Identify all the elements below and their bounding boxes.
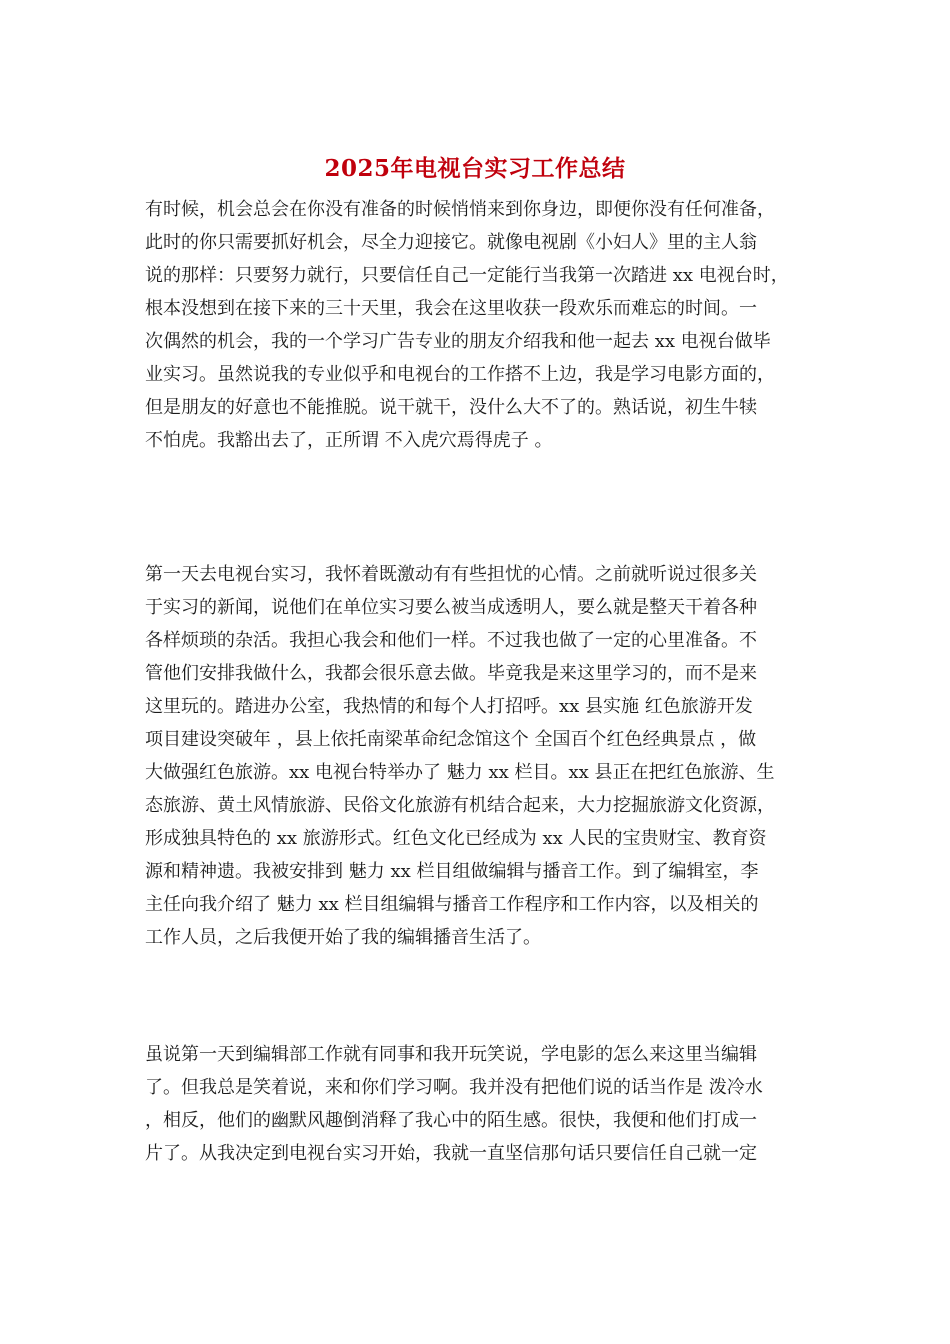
text-line: 第一天去电视台实习，我怀着既激动有有些担忧的心情。之前就听说过很多关	[145, 564, 757, 585]
text-line: 于实习的新闻，说他们在单位实习要么被当成透明人，要么就是整天干着各种	[145, 597, 757, 618]
text-line: 但是朋友的好意也不能推脱。说干就干，没什么大不了的。熟话说，初生牛犊	[145, 397, 757, 418]
text-line: 此时的你只需要抓好机会，尽全力迎接它。就像电视剧《小妇人》里的主人翁	[145, 232, 757, 253]
text-line: 各样烦琐的杂活。我担心我会和他们一样。不过我也做了一定的心里准备。不	[145, 630, 757, 651]
text-line: 次偶然的机会，我的一个学习广告专业的朋友介绍我和他一起去 xx 电视台做毕	[145, 331, 771, 352]
text-line: 源和精神遗。我被安排到 魅力 xx 栏目组做编辑与播音工作。到了编辑室，李	[145, 861, 759, 882]
text-line: ，相反，他们的幽默风趣倒消释了我心中的陌生感。很快，我便和他们打成一	[145, 1110, 757, 1131]
text-line: 业实习。虽然说我的专业似乎和电视台的工作搭不上边，我是学习电影方面的，	[145, 364, 775, 385]
text-line: 管他们安排我做什么，我都会很乐意去做。毕竟我是来这里学习的，而不是来	[145, 663, 757, 684]
document-title: 2025年电视台实习工作总结	[324, 155, 626, 182]
text-line: 片了。从我决定到电视台实习开始，我就一直坚信那句话只要信任自己就一定	[145, 1143, 757, 1164]
paragraph-3	[145, 1038, 815, 1170]
text-line: 工作人员，之后我便开始了我的编辑播音生活了。	[145, 927, 541, 948]
text-line: 有时候，机会总会在你没有准备的时候悄悄来到你身边，即便你没有任何准备，	[145, 199, 775, 220]
text-line: 这里玩的。踏进办公室，我热情的和每个人打招呼。xx 县实施 红色旅游开发	[145, 696, 753, 717]
text-line: 态旅游、黄土风情旅游、民俗文化旅游有机结合起来，大力挖掘旅游文化资源，	[145, 795, 775, 816]
paragraph-2	[145, 558, 815, 954]
text-line: 主任向我介绍了 魅力 xx 栏目组编辑与播音工作程序和工作内容，以及相关的	[145, 894, 759, 915]
text-line: 说的那样：只要努力就行，只要信任自己一定能行当我第一次踏进 xx 电视台时，	[145, 265, 789, 286]
text-line: 形成独具特色的 xx 旅游形式。红色文化已经成为 xx 人民的宝贵财宝、教育资	[145, 828, 767, 849]
paragraph-1	[145, 193, 815, 457]
text-line: 了。但我总是笑着说，来和你们学习啊。我并没有把他们说的话当作是 泼冷水	[145, 1077, 763, 1098]
text-line: 不怕虎。我豁出去了，正所谓 不入虎穴焉得虎子 。	[145, 430, 553, 451]
text-line: 虽说第一天到编辑部工作就有同事和我开玩笑说，学电影的怎么来这里当编辑	[145, 1044, 757, 1065]
text-line: 大做强红色旅游。xx 电视台特举办了 魅力 xx 栏目。xx 县正在把红色旅游、生	[145, 762, 775, 783]
text-line: 根本没想到在接下来的三十天里，我会在这里收获一段欢乐而难忘的时间。一	[145, 298, 757, 319]
text-line: 项目建设突破年 ，县上依托南梁革命纪念馆这个 全国百个红色经典景点 ，做	[145, 729, 757, 750]
